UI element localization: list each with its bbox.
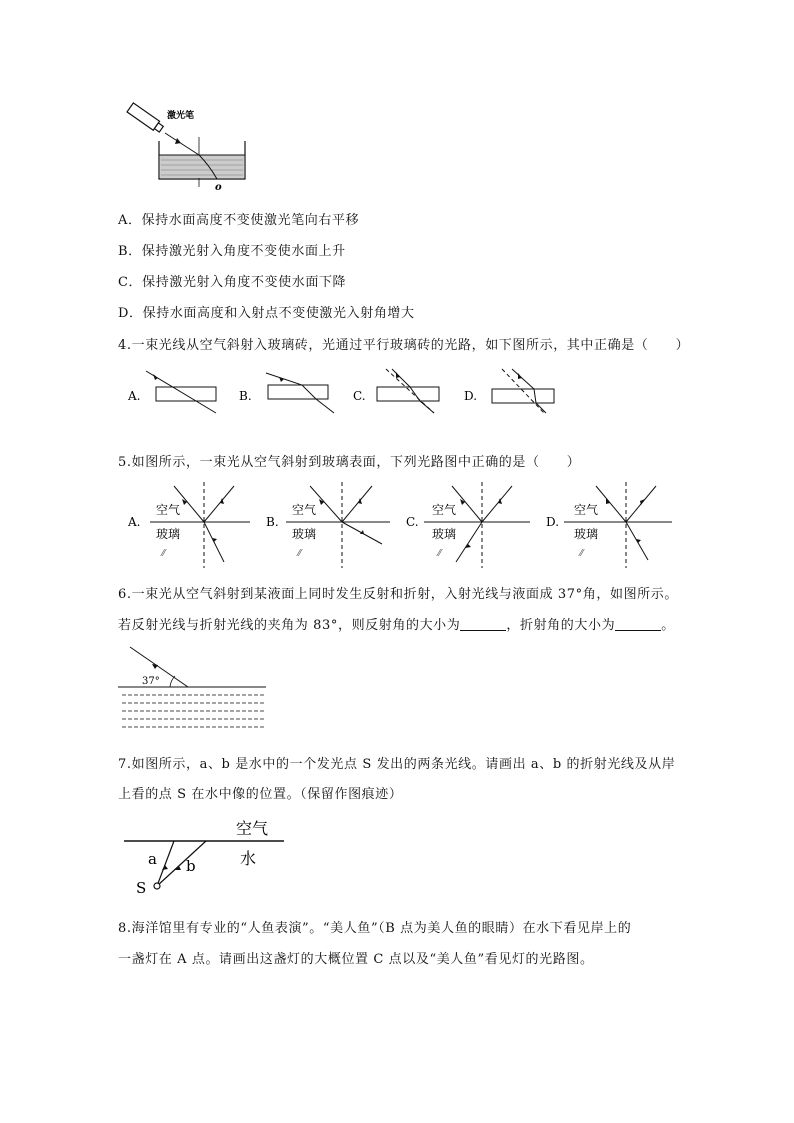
q4-label-a: A.	[128, 389, 141, 403]
q7-ray-b	[157, 841, 206, 886]
q7-ray-a	[157, 841, 174, 886]
svg-text:⁄⁄: ⁄⁄	[298, 549, 302, 559]
q6-liquid-surface-figure	[118, 643, 270, 735]
q5-d-air-label: 空气	[574, 503, 599, 517]
svg-text:⁄⁄: ⁄⁄	[162, 549, 166, 559]
q4-a-glass-block	[156, 387, 216, 401]
refraction-angle-blank[interactable]	[615, 618, 661, 631]
q5-d-glass-label: 玻璃	[574, 527, 599, 541]
q5-label-d: D.	[546, 515, 560, 529]
q3-option-a: A．保持水面高度不变使激光笔向右平移	[118, 213, 360, 228]
question-8-line-2: 一盏灯在 A 点。请画出这盏灯的大概位置 C 点以及“美人鱼”看见灯的光路图。	[118, 952, 594, 967]
laser-pen-label: 激光笔	[167, 111, 195, 121]
q4-label-b: B.	[239, 389, 252, 403]
q5-label-a: A.	[128, 515, 141, 529]
q6-text-part-1: 若反射光线与折射光线的夹角为 83°，则反射角的大小为	[118, 618, 461, 633]
q4-b-glass-block	[268, 385, 328, 399]
q5-d-incident-ray	[596, 486, 626, 522]
q5-label-b: B.	[266, 515, 279, 529]
laser-pen-figure	[125, 105, 255, 193]
question-6-line-1: 6.一束光从空气斜射到某液面上同时发生反射和折射，入射光线与液面成 37°角，如图所示。	[118, 587, 678, 602]
question-6-line-2	[118, 614, 675, 633]
point-o-label: o	[215, 182, 222, 193]
q5-a-air-label: 空气	[156, 503, 181, 517]
q5-c-incident-ray	[452, 486, 482, 522]
question-8-line-1: 8.海洋馆里有专业的“人鱼表演”。“美人鱼”（B 点为美人鱼的眼睛）在水下看见岸上的	[118, 921, 632, 936]
q5-b-air-label: 空气	[292, 503, 317, 517]
q5-option-figures	[120, 478, 680, 570]
question-7-line-1: 7.如图所示，a、b 是水中的一个发光点 S 发出的两条光线。请画出 a、b 的折射光线及从岸	[118, 757, 676, 772]
svg-text:⁄⁄: ⁄⁄	[580, 549, 584, 559]
q5-label-c: C.	[406, 515, 419, 529]
q7-water-label: 水	[240, 849, 257, 868]
reflection-angle-blank[interactable]	[460, 618, 506, 631]
q4-b-ray	[266, 373, 334, 413]
q7-point-s	[154, 883, 160, 889]
q4-d-dashed-ray	[502, 369, 544, 413]
q3-option-c: C．保持激光射入角度不变使水面下降	[118, 275, 347, 290]
question-4-text: 4.一束光线从空气斜射入玻璃砖，光通过平行玻璃砖的光路，如下图所示，其中正确是（ ）	[118, 338, 690, 353]
q4-label-d: D.	[464, 389, 478, 403]
q5-c-reflected-ray	[482, 486, 512, 522]
q7-air-label: 空气	[236, 819, 269, 838]
q4-d-ray	[512, 369, 546, 413]
q6-angle-label: 37°	[142, 676, 160, 687]
q7-label-a: a	[148, 850, 157, 868]
q7-water-figure	[124, 812, 290, 896]
q5-c-refracted-ray	[456, 522, 482, 562]
q6-text-part-3: 。	[661, 618, 675, 633]
q5-b-reflected-ray	[342, 486, 372, 522]
q5-b-glass-label: 玻璃	[292, 527, 317, 541]
svg-text:⁄⁄: ⁄⁄	[438, 549, 442, 559]
q6-text-part-2: ，折射角的大小为	[506, 618, 616, 633]
q7-label-b: b	[186, 857, 196, 875]
q5-a-glass-label: 玻璃	[156, 527, 181, 541]
q3-option-d: D．保持水面高度和入射点不变使激光入射角增大	[118, 306, 415, 321]
q4-option-figures	[120, 365, 570, 415]
q5-c-glass-label: 玻璃	[432, 527, 457, 541]
q5-a-reflected-ray	[204, 486, 234, 522]
q4-label-c: C.	[353, 389, 366, 403]
q7-label-s: S	[136, 879, 147, 897]
question-5-text: 5.如图所示，一束光从空气斜射到玻璃表面，下列光路图中正确的是（ ）	[118, 455, 581, 470]
question-7-line-2: 上看的点 S 在水中像的位置。（保留作图痕迹）	[118, 787, 403, 802]
q3-option-b: B．保持激光射入角度不变使水面上升	[118, 244, 346, 259]
q5-c-air-label: 空气	[432, 503, 457, 517]
